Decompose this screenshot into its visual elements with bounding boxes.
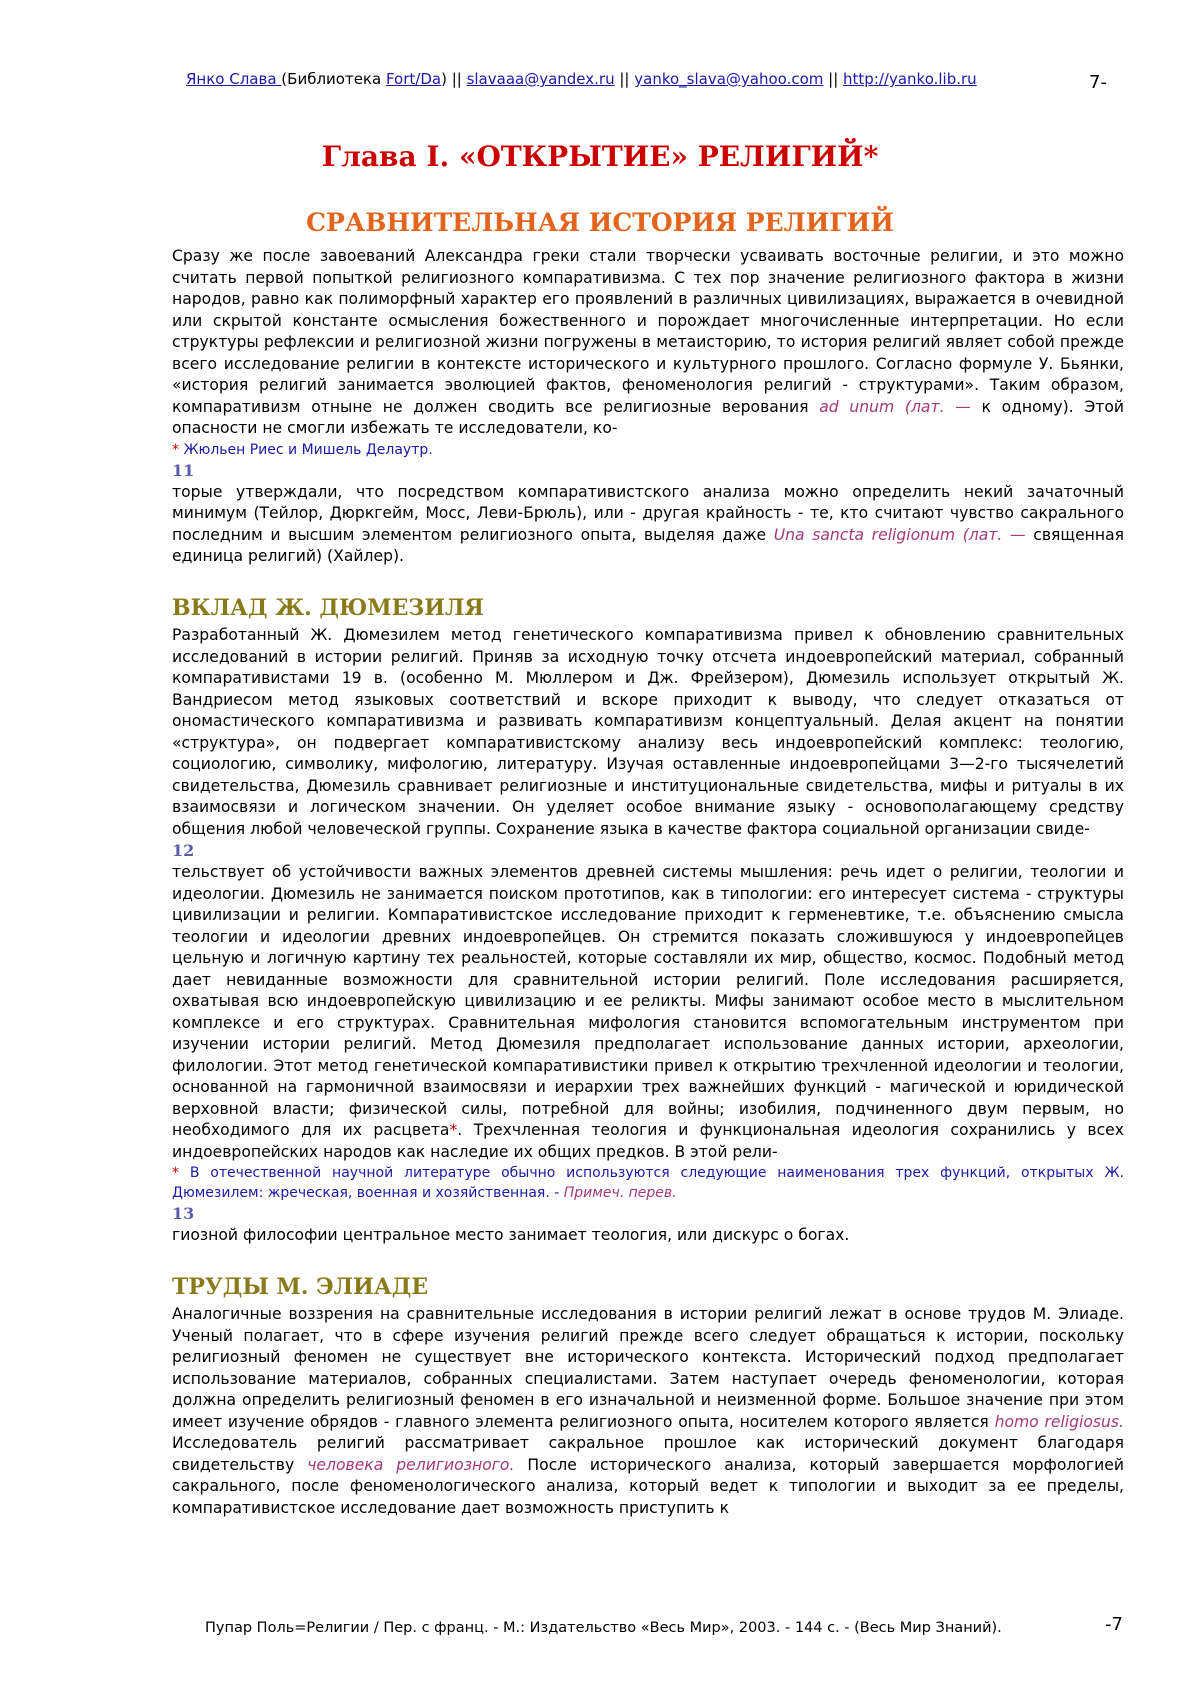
footnote-text: В отечественной научной литературе обычно используются следующие наименования трех функций, открытых Ж. Дюмезилем: жреческая, военная и хозяйственная. - — [172, 1165, 1125, 1201]
paragraph-text: к одному). Этой опасности не смогли избежать те исследователи, ко- — [172, 397, 1125, 437]
footnote-asterisk: * — [172, 441, 184, 458]
page-footer — [205, 1614, 1123, 1636]
page-marker: 13 — [172, 1204, 195, 1223]
paragraph: гиозной философии центральное место занимает теология, или дискурс о богах. — [172, 1226, 850, 1244]
paragraph-text: Аналогичные воззрения на сравнительные исследования в истории религий лежат в основе трудов М. Элиаде. Ученый полагает, что в сфере изучения религий прежде всего следует обращаться к истории, поскольку религиозный феномен не существует вне исторического контекста. Исторический подход предполагает использование материалов, собранных специалистами. Затем наступает очередь феноменологии, которая должна определить религиозный феномен в его изначальной и неизменной форме. Большое значение при этом имеет изучение обрядов - главного элемента религиозного опыта, носителем которого является — [172, 1305, 1124, 1431]
paragraph-text: Исследователь религий рассматривает сакральное прошлое как исторический документ благодаря свидетельству — [172, 1434, 1124, 1474]
paragraph-text: тельствует об устойчивости важных элементов древней системы мышления: речь идет о религии, теологии и идеологии. Дюмезиль не занимается поиском прототипов, как в типологии: его интересует система - структуры цивилизации и религии. Компаративистское исследование приходит к герменевтике, т.е. объяснению смысла теологии и идеологии древних индоевропейцев. Он стремится показать сложившуюся у индоевропейцев цельную и логичную картину тех реальностей, которые составляли их мир, общество, космос. Подобный метод дает невиданные возможности для сравнительной истории религий. Поле исследования расширяется, охватывая всю индоевропейскую цивилизацию и ее реликты. Мифы занимают особое место в мыслительном комплексе и его структурах. Сравнительная мифология становится вспомогательным инструментом при изучении истории религий. Метод Дюмезиля предполагает использование данных истории, археологии, филологии. Этот метод генетической компаративистики привел к открытию трехчленной идеологии и теологии, основанной на гармоничной взаимосвязи и иерархии трех важнейших функций - магической и юридической верховной власти; физической силы, потребной для войны; изобилия, подчиненного двум первым, но необходимого для их расцвета — [172, 863, 1124, 1139]
paragraph-text: Сразу же после завоеваний Александра греки стали творчески усваивать восточные религии, и это можно считать первой попыткой религиозного компаративизма. С тех пор значение религиозного фактора в жизни народов, равно как полиморфный характер его проявлений в различных цивилизациях, выражается в очевидной или скрытой константе осмысления божественного и порождает многочисленные интерпретации. Но если структуры рефлексии и религиозной жизни погружены в метаисторию, то история религий являет собой прежде всего исследование религии в контексте исторического и культурного прошлого. Согласно формуле У. Бьянки, «история религий занимается эволюцией фактов, феноменология религий - структурами». Таким образом, компаративизм отныне не должен сводить все религиозные верования — [172, 247, 1124, 416]
latin-phrase: homo religiosus. — [994, 1412, 1124, 1431]
paragraph-text: . Трехчленная теология и функциональная идеология сохранились у всех индоевропейских народов как наследие их общих предков. В этой рели- — [172, 1121, 1124, 1161]
footnote-note: Примеч. перев. — [563, 1185, 677, 1201]
paragraph-text: торые утверждали, что посредством компаративистского анализа можно определить некий зачаточный минимум (Тейлор, Дюркгейм, Мосс, Леви-Брюль), или - другая крайность - те, кто считают чувство сакрального последним и высшим элементом религиозного опыта, выделяя даже — [172, 482, 1124, 544]
paragraph — [172, 1304, 1124, 1519]
separator: || — [614, 70, 635, 88]
footer-citation: Пупар Поль=Религии / Пер. с франц. - М.: Издательство «Весь Мир», 2003. - 144 с. - (Весь Мир Знаний). — [205, 1620, 1002, 1636]
header-page-number: 7- — [1089, 72, 1107, 93]
paragraph: Разработанный Ж. Дюмезилем метод генетического компаративизма привел к обновлению сравнительных исследований в истории религий. Приняв за исходную точку отсчета индоевропейский материал, собранный компаративистами 19 в. (особенно М. Мюллером и Дж. Фрейзером), Дюмезиль использует открытый Ж. Вандриесом метод языковых соответствий и вскоре приходит к выводу, что следует отказаться от ономастического компаративизма и развивать компаративизм концептуальный. Делая акцент на понятии «структура», он подвергает компаративистскому анализу весь индоевропейский комплекс: теологию, социологию, символику, мифологию, литературу. Изучая оставленные индоевропейцами 3—2-го тысячелетий свидетельства, Дюмезиль сравнивает религиозные и институциональные свидетельства, мифы и ритуалы в их взаимосвязи и логическом значении. Он уделяет особое внимание языку - основополагающему средству общения любой человеческой группы. Сохранение языка в качестве фактора социальной организации свиде- — [172, 626, 1124, 838]
latin-phrase: Una sancta religionum (лат. — — [773, 525, 1026, 544]
footnote-text: Жюльен Риес и Мишель Делаутр. — [183, 441, 433, 458]
page-marker: 11 — [172, 460, 195, 480]
author-link[interactable]: Янко Слава — [186, 70, 282, 88]
paragraph-text: священная единица религий) (Хайлер). — [172, 525, 1125, 565]
site-link[interactable]: http://yanko.lib.ru — [843, 70, 977, 88]
paragraph — [172, 246, 1124, 440]
paragraph — [172, 862, 1124, 1163]
latin-phrase: человека религиозного. — [307, 1455, 515, 1474]
library-link[interactable]: Fort/Da — [385, 70, 442, 88]
section-title-comparative: СРАВНИТЕЛЬНАЯ ИСТОРИЯ РЕЛИГИЙ — [306, 208, 894, 237]
paragraph — [172, 482, 1124, 568]
separator: || — [823, 70, 844, 88]
chapter-title: Глава I. «ОТКРЫТИЕ» РЕЛИГИЙ* — [321, 140, 879, 173]
footnote — [172, 440, 1124, 460]
footnote-ref[interactable]: * — [449, 1121, 458, 1139]
footnote-asterisk: * — [172, 1165, 190, 1181]
footer-page-number: -7 — [1105, 1614, 1123, 1635]
page-header — [186, 70, 1107, 93]
document-body — [172, 246, 1124, 1519]
section-title-eliade: ТРУДЫ М. ЭЛИАДЕ — [172, 1273, 429, 1300]
library-suffix: ) || — [441, 70, 467, 88]
email-link-yahoo[interactable]: yanko_slava@yahoo.com — [634, 70, 824, 88]
footnote — [172, 1163, 1124, 1203]
page-marker: 12 — [172, 841, 195, 860]
latin-phrase: ad unum (лат. — — [819, 397, 971, 416]
library-prefix: (Библиотека — [281, 70, 386, 88]
section-title-dumezil: ВКЛАД Ж. ДЮМЕЗИЛЯ — [172, 594, 484, 621]
paragraph-text: После исторического анализа, который завершается морфологией сакрального, после феноменологического анализа, который ведет к типологии и выходит за ее пределы, компаративистское исследование дает возможность приступить к — [172, 1455, 1124, 1517]
email-link-yandex[interactable]: slavaaa@yandex.ru — [466, 70, 615, 88]
